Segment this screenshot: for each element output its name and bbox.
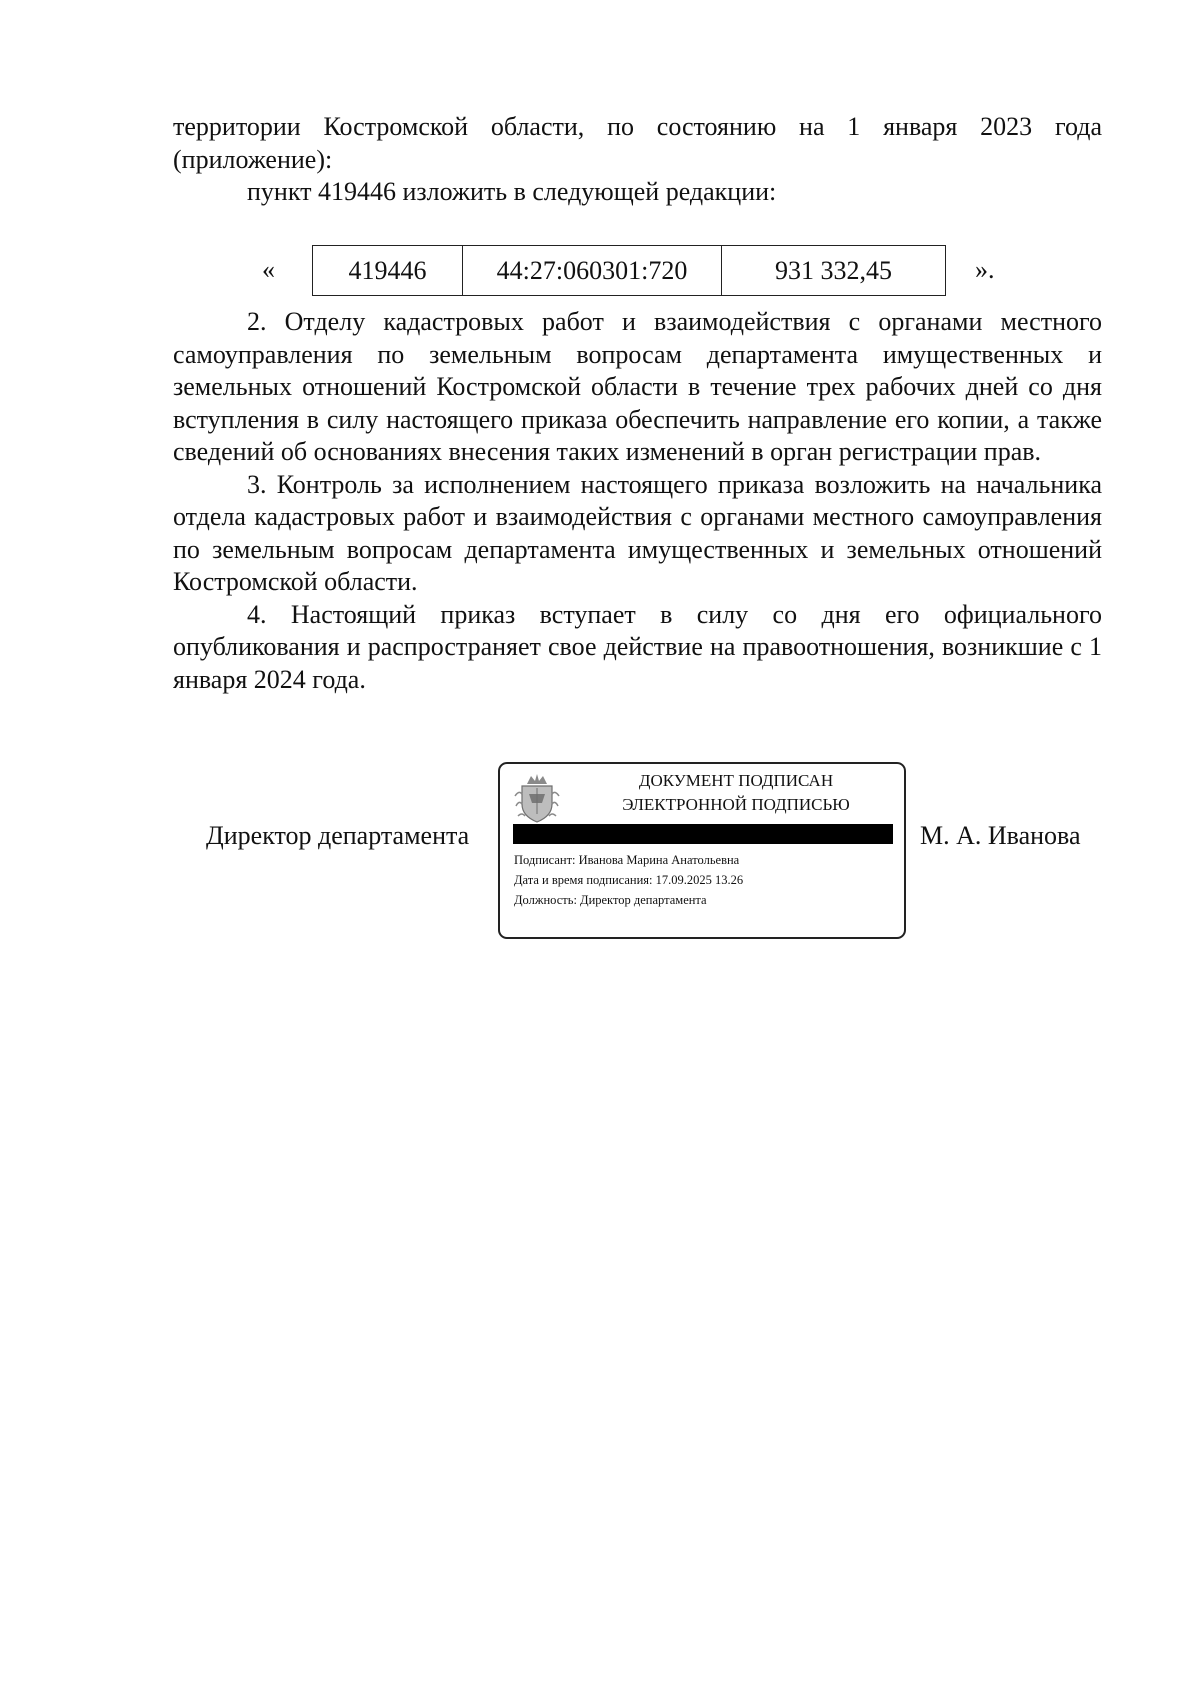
cadastral-number-cell: 44:27:060301:720 bbox=[463, 246, 722, 296]
stamp-datetime: Дата и время подписания: 17.09.2025 13.26 bbox=[514, 873, 744, 887]
intro-line-1: территории Костромской области, по состоянию на 1 января 2023 года bbox=[173, 112, 1102, 141]
stamp-signer: Подписант: Иванова Марина Анатольевна bbox=[514, 853, 740, 867]
signatory-name: М. А. Иванова bbox=[920, 821, 1081, 850]
stamp-heading bbox=[600, 769, 872, 817]
cadastral-value-cell: 931 332,45 bbox=[722, 246, 946, 296]
stamp-heading-line-1: ДОКУМЕНТ ПОДПИСАН bbox=[638, 771, 834, 790]
body-paragraphs bbox=[173, 306, 1102, 696]
paragraph-3: 3. Контроль за исполнением настоящего приказа возложить на начальника отдела кадастровых работ и взаимодействия с органами местного самоуправления по земельным вопросам департамента имущественных и земельных отношений Костромской области. bbox=[173, 469, 1102, 596]
certificate-redaction-bar bbox=[513, 824, 893, 844]
stamp-role: Должность: Директор департамента bbox=[514, 893, 707, 907]
intro-line-2: (приложение): bbox=[173, 144, 333, 174]
amended-row-table bbox=[312, 245, 946, 296]
signatory-position: Директор департамента bbox=[206, 821, 470, 850]
paragraph-2: 2. Отделу кадастровых работ и взаимодействия с органами местного самоуправления по земельным вопросам департамента имущественных и земельных отношений Костромской области в течение трех рабочих дней со дня вступления в силу настоящего приказа обеспечить направление его копии, а также сведений об основаниях внесения таких изменений в орган регистрации прав. bbox=[173, 307, 1102, 466]
row-close-quote: ». bbox=[975, 255, 995, 284]
coat-of-arms-icon bbox=[513, 770, 561, 826]
intro-line-3: пункт 419446 изложить в следующей редакции: bbox=[247, 177, 777, 206]
electronic-signature-stamp bbox=[498, 762, 906, 939]
table-row bbox=[313, 246, 946, 296]
stamp-heading-line-2: ЭЛЕКТРОННОЙ ПОДПИСЬЮ bbox=[622, 795, 850, 814]
item-number-cell: 419446 bbox=[313, 246, 463, 296]
row-open-quote: « bbox=[262, 255, 275, 284]
intro-block bbox=[173, 111, 1102, 209]
paragraph-4: 4. Настоящий приказ вступает в силу со дня его официального опубликования и распространяет свое действие на правоотношения, возникшие с 1 января 2024 года. bbox=[173, 599, 1102, 694]
